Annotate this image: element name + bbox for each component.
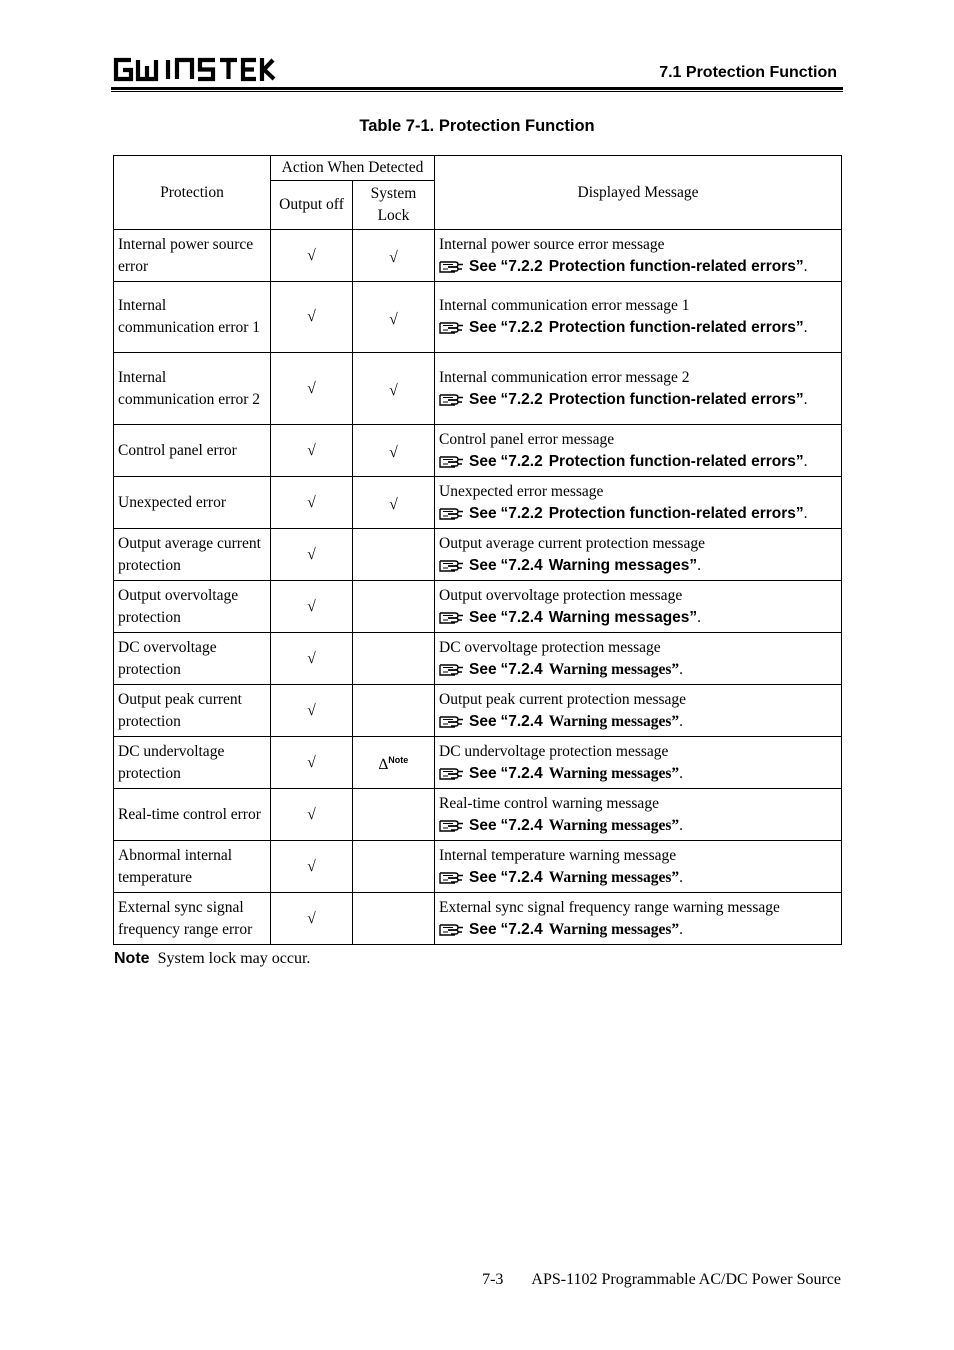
ref-section: “7.2.2	[500, 257, 543, 275]
message-text: Output average current protection message	[439, 534, 705, 552]
table-row	[114, 893, 842, 945]
header-system-lock: System Lock	[353, 181, 435, 230]
ref-section: “7.2.4	[500, 660, 543, 678]
protection-name: Control panel error	[114, 425, 271, 477]
ref-section: “7.2.4	[500, 556, 543, 574]
protection-name: DC undervoltage protection	[114, 737, 271, 789]
protection-name: DC overvoltage protection	[114, 633, 271, 685]
note-label: Note	[114, 950, 150, 967]
table-row	[114, 685, 842, 737]
ref-see-label: See	[469, 764, 497, 782]
note-text: System lock may occur.	[157, 950, 311, 967]
message-text: Unexpected error message	[439, 482, 604, 500]
table-row	[114, 353, 842, 425]
pointing-hand-icon	[439, 390, 465, 407]
table-caption: Table 7-1. Protection Function	[359, 117, 595, 135]
reference-link[interactable]: See “7.2.4 Warning messages”.	[439, 815, 837, 837]
system-lock-check	[353, 841, 435, 893]
ref-see-label: See	[469, 390, 497, 408]
note-marker: Note	[388, 755, 409, 765]
header-action-when-detected: Action When Detected	[271, 156, 435, 181]
table-row	[114, 425, 842, 477]
protection-name: Internal power source error	[114, 230, 271, 282]
message-text: DC overvoltage protection message	[439, 638, 661, 656]
message-text: Internal communication error message 2	[439, 368, 690, 386]
gw-instek-logo-icon	[111, 52, 277, 86]
ref-section: “7.2.4	[500, 816, 543, 834]
table-note	[114, 950, 310, 968]
protection-table	[113, 155, 842, 945]
system-lock-check: √	[353, 230, 435, 282]
displayed-message	[435, 282, 842, 353]
table-row	[114, 529, 842, 581]
page-footer	[482, 1271, 841, 1289]
ref-section: “7.2.4	[500, 712, 543, 730]
system-lock-check: √	[353, 353, 435, 425]
reference-link[interactable]: See “7.2.2 Protection function-related errors”.	[439, 451, 837, 473]
protection-name: Internal communication error 1	[114, 282, 271, 353]
table-row	[114, 841, 842, 893]
displayed-message	[435, 477, 842, 529]
ref-see-label: See	[469, 608, 497, 626]
ref-see-label: See	[469, 257, 497, 275]
output-off-check: √	[271, 529, 353, 581]
table-row	[114, 282, 842, 353]
reference-link[interactable]: See “7.2.2 Protection function-related errors”.	[439, 503, 837, 525]
system-lock-check	[353, 893, 435, 945]
table-body	[114, 230, 842, 945]
page-number: 7-3	[482, 1271, 504, 1288]
pointing-hand-icon	[439, 920, 465, 937]
message-text: Internal temperature warning message	[439, 846, 677, 864]
ref-section: “7.2.4	[500, 608, 543, 626]
header-rule	[111, 87, 843, 90]
ref-title: Protection function-related errors”	[548, 504, 804, 522]
output-off-check: √	[271, 353, 353, 425]
message-text: DC undervoltage protection message	[439, 742, 669, 760]
table-row	[114, 737, 842, 789]
ref-section: “7.2.4	[500, 764, 543, 782]
ref-title: Warning messages”	[548, 868, 680, 886]
pointing-hand-icon	[439, 504, 465, 521]
reference-link[interactable]: See “7.2.2 Protection function-related errors”.	[439, 389, 837, 411]
brand-logo	[111, 52, 277, 86]
ref-title: Warning messages”	[548, 920, 680, 938]
pointing-hand-icon	[439, 868, 465, 885]
displayed-message	[435, 425, 842, 477]
document-title: APS-1102 Programmable AC/DC Power Source	[531, 1271, 841, 1288]
ref-title: Warning messages”	[548, 712, 680, 730]
output-off-check: √	[271, 893, 353, 945]
system-lock-check: √	[353, 425, 435, 477]
table-row	[114, 581, 842, 633]
pointing-hand-icon	[439, 764, 465, 781]
message-text: External sync signal frequency range warning message	[439, 898, 780, 916]
message-text: Internal communication error message 1	[439, 297, 690, 314]
protection-name: Output peak current protection	[114, 685, 271, 737]
ref-title: Protection function-related errors”	[548, 390, 804, 408]
system-lock-check	[353, 789, 435, 841]
output-off-check: √	[271, 841, 353, 893]
header-rule-thin	[111, 91, 843, 92]
reference-link[interactable]: See “7.2.4 Warning messages”.	[439, 555, 837, 577]
displayed-message	[435, 841, 842, 893]
ref-see-label: See	[469, 319, 497, 336]
message-text: Internal power source error message	[439, 235, 665, 253]
table-row	[114, 633, 842, 685]
ref-section: “7.2.2	[500, 452, 543, 470]
ref-section: “7.2.2	[500, 504, 543, 522]
ref-title: Warning messages”	[548, 608, 698, 626]
ref-see-label: See	[469, 712, 497, 730]
table-row	[114, 477, 842, 529]
message-text: Control panel error message	[439, 430, 615, 448]
pointing-hand-icon	[439, 712, 465, 729]
output-off-check: √	[271, 282, 353, 353]
header-section-title: 7.1 Protection Function	[659, 64, 837, 81]
output-off-check: √	[271, 581, 353, 633]
pointing-hand-icon	[439, 257, 465, 274]
header-protection: Protection	[114, 156, 271, 230]
system-lock-check: √	[353, 477, 435, 529]
ref-section: “7.2.2	[500, 319, 543, 336]
system-lock-check: ∆$^{Note}$	[353, 737, 435, 789]
pointing-hand-icon	[439, 816, 465, 833]
displayed-message	[435, 789, 842, 841]
message-text: Output overvoltage protection message	[439, 586, 683, 604]
reference-link[interactable]: See “7.2.2 Protection function-related errors”.	[439, 256, 837, 278]
ref-see-label: See	[469, 920, 497, 938]
ref-title: Warning messages”	[548, 816, 680, 834]
pointing-hand-icon	[439, 452, 465, 469]
pointing-hand-icon	[439, 556, 465, 573]
reference-link[interactable]: See “7.2.4 Warning messages”.	[439, 763, 837, 785]
message-text: Real-time control warning message	[439, 794, 659, 812]
displayed-message	[435, 581, 842, 633]
reference-link[interactable]: See “7.2.4 Warning messages”.	[439, 919, 837, 941]
protection-name: External sync signal frequency range error	[114, 893, 271, 945]
ref-section: “7.2.4	[500, 868, 543, 886]
table-row	[114, 789, 842, 841]
ref-section: “7.2.4	[500, 920, 543, 938]
ref-see-label: See	[469, 504, 497, 522]
protection-name: Output overvoltage protection	[114, 581, 271, 633]
ref-title: Protection function-related errors”	[548, 319, 804, 336]
displayed-message	[435, 353, 842, 425]
protection-name: Abnormal internal temperature	[114, 841, 271, 893]
displayed-message	[435, 685, 842, 737]
ref-see-label: See	[469, 816, 497, 834]
ref-title: Protection function-related errors”	[548, 257, 804, 275]
ref-title: Warning messages”	[548, 764, 680, 782]
output-off-check: √	[271, 633, 353, 685]
ref-see-label: See	[469, 556, 497, 574]
output-off-check: √	[271, 425, 353, 477]
ref-see-label: See	[469, 660, 497, 678]
ref-see-label: See	[469, 868, 497, 886]
output-off-check: √	[271, 737, 353, 789]
system-lock-check	[353, 685, 435, 737]
displayed-message	[435, 893, 842, 945]
ref-section: “7.2.2	[500, 390, 543, 408]
header-output-off: Output off	[271, 181, 353, 230]
reference-link[interactable]: See “7.2.4 Warning messages”.	[439, 659, 837, 681]
output-off-check: √	[271, 789, 353, 841]
reference-link[interactable]: See “7.2.4 Warning messages”.	[439, 867, 837, 889]
displayed-message	[435, 737, 842, 789]
displayed-message	[435, 230, 842, 282]
reference-link[interactable]: See “7.2.2 Protection function-related errors”.	[439, 317, 837, 339]
system-lock-check: √	[353, 282, 435, 353]
reference-link[interactable]: See “7.2.4 Warning messages”.	[439, 607, 837, 629]
protection-name: Real-time control error	[114, 789, 271, 841]
ref-title: Warning messages”	[548, 556, 698, 574]
pointing-hand-icon	[439, 660, 465, 677]
protection-name: Internal communication error 2	[114, 353, 271, 425]
ref-title: Protection function-related errors”	[548, 452, 804, 470]
table-row	[114, 230, 842, 282]
pointing-hand-icon	[439, 608, 465, 625]
system-lock-check	[353, 633, 435, 685]
pointing-hand-icon	[439, 318, 465, 335]
system-lock-check	[353, 529, 435, 581]
reference-link[interactable]: See “7.2.4 Warning messages”.	[439, 711, 837, 733]
output-off-check: √	[271, 477, 353, 529]
output-off-check: √	[271, 230, 353, 282]
ref-title: Warning messages”	[548, 660, 680, 678]
ref-see-label: See	[469, 452, 497, 470]
system-lock-check	[353, 581, 435, 633]
displayed-message	[435, 633, 842, 685]
protection-name: Unexpected error	[114, 477, 271, 529]
header-displayed-message: Displayed Message	[435, 156, 842, 230]
output-off-check: √	[271, 685, 353, 737]
displayed-message	[435, 529, 842, 581]
protection-name: Output average current protection	[114, 529, 271, 581]
message-text: Output peak current protection message	[439, 690, 687, 708]
